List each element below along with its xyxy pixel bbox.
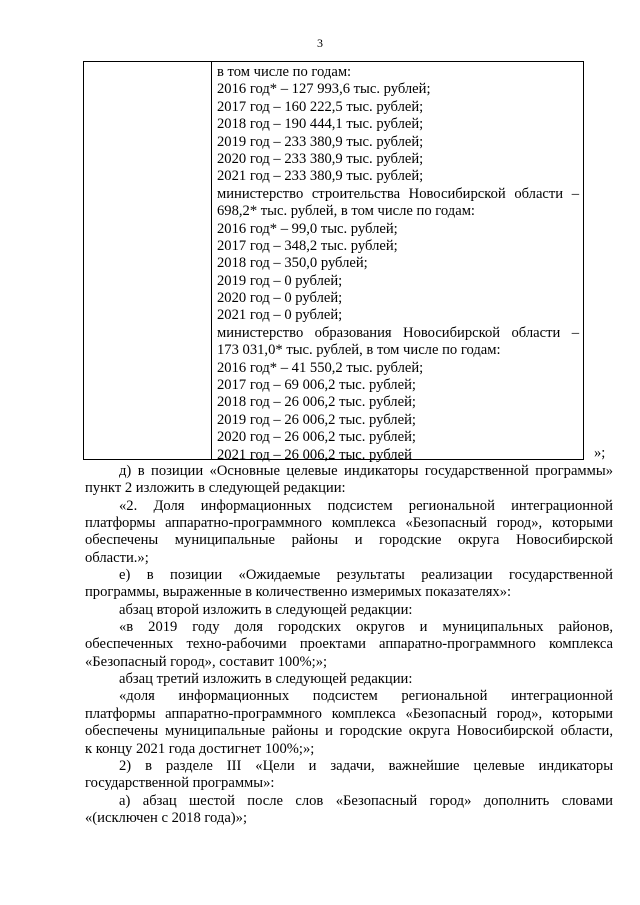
table-line: 2020 год – 26 006,2 тыс. рублей; (217, 429, 416, 446)
table-line: 2016 год* – 127 993,6 тыс. рублей; (217, 81, 431, 98)
financing-table (83, 61, 584, 463)
table-right-cell (217, 64, 579, 464)
table-left-cell (84, 62, 212, 459)
table-line: министерство образования Новосибирской области – (217, 324, 579, 341)
paragraph-line: «доля информационных подсистем региональной интеграционной (119, 688, 613, 705)
paragraph-line: к концу 2021 года достигнет 100%;»; (85, 740, 315, 757)
paragraph-line: а) абзац шестой после слов «Безопасный город» дополнить словами (119, 792, 613, 809)
paragraph-line: обеспечены муниципальные районы и городские округа Новосибирской (85, 532, 613, 549)
table-line: 173 031,0* тыс. рублей, в том числе по годам: (217, 342, 501, 359)
table-line: 2020 год – 0 рублей; (217, 290, 343, 307)
paragraph-line: программы, выраженные в количественно измеримых показателях»: (85, 584, 512, 601)
table-line: 2019 год – 26 006,2 тыс. рублей; (217, 411, 416, 428)
paragraph-line: пункт 2 изложить в следующей редакции: (85, 480, 346, 497)
table-line: 2017 год – 348,2 тыс. рублей; (217, 237, 398, 254)
paragraph-line: платформы аппаратно-программного комплекса «Безопасный город», которыми (85, 705, 613, 722)
table-line: министерство строительства Новосибирской области – (217, 185, 579, 202)
table-line: 2017 год – 69 006,2 тыс. рублей; (217, 377, 416, 394)
table-line: 2016 год* – 41 550,2 тыс. рублей; (217, 359, 424, 376)
table-line: 2018 год – 26 006,2 тыс. рублей; (217, 394, 416, 411)
paragraph-line: е) в позиции «Ожидаемые результаты реализации государственной (119, 567, 613, 584)
paragraph-line: 2) в разделе III «Цели и задачи, важнейшие целевые индикаторы (119, 757, 613, 774)
paragraph-line: обеспеченных техно-рабочими проектами аппаратно-программного комплекса (85, 636, 613, 653)
table-line: в том числе по годам: (217, 64, 352, 80)
paragraph-line: д) в позиции «Основные целевые индикаторы государственной программы» (119, 463, 613, 479)
paragraph-line: «2. Доля информационных подсистем региональной интеграционной (119, 497, 613, 514)
table-line: 2019 год – 233 380,9 тыс. рублей; (217, 133, 424, 150)
table-line: 2018 год – 190 444,1 тыс. рублей; (217, 116, 424, 133)
table-line: 2021 год – 26 006,2 тыс. рублей (217, 446, 412, 463)
paragraph-line: «(исключен с 2018 года)»; (85, 809, 248, 826)
page-number: 3 (317, 36, 323, 50)
table-line: 2016 год* – 99,0 тыс. рублей; (217, 220, 398, 237)
table-line: 2021 год – 233 380,9 тыс. рублей; (217, 168, 424, 185)
paragraph-line: «в 2019 году доля городских округов и муниципальных районов, (119, 619, 613, 636)
paragraph-line: платформы аппаратно-программного комплекса «Безопасный город», которыми (85, 515, 613, 532)
paragraph-line: государственной программы»: (85, 775, 275, 792)
table-line: 2018 год – 350,0 рублей; (217, 255, 368, 272)
paragraph-line: обеспечены муниципальные районы и городские округа Новосибирской области, (85, 723, 613, 740)
table-closing-mark: »; (594, 445, 606, 461)
paragraph-line: «Безопасный город», составит 100%;»; (85, 653, 328, 670)
table-line: 2017 год – 160 222,5 тыс. рублей; (217, 98, 424, 115)
table-line: 698,2* тыс. рублей, в том числе по годам: (217, 203, 475, 220)
table-line: 2020 год – 233 380,9 тыс. рублей; (217, 150, 424, 167)
amendment-text (85, 463, 613, 827)
table-line: 2021 год – 0 рублей; (217, 307, 343, 324)
table-line: 2019 год – 0 рублей; (217, 272, 343, 289)
paragraph-line: области.»; (85, 549, 149, 566)
paragraph-line: абзац третий изложить в следующей редакции: (119, 671, 413, 688)
paragraph-line: абзац второй изложить в следующей редакции: (119, 601, 413, 618)
